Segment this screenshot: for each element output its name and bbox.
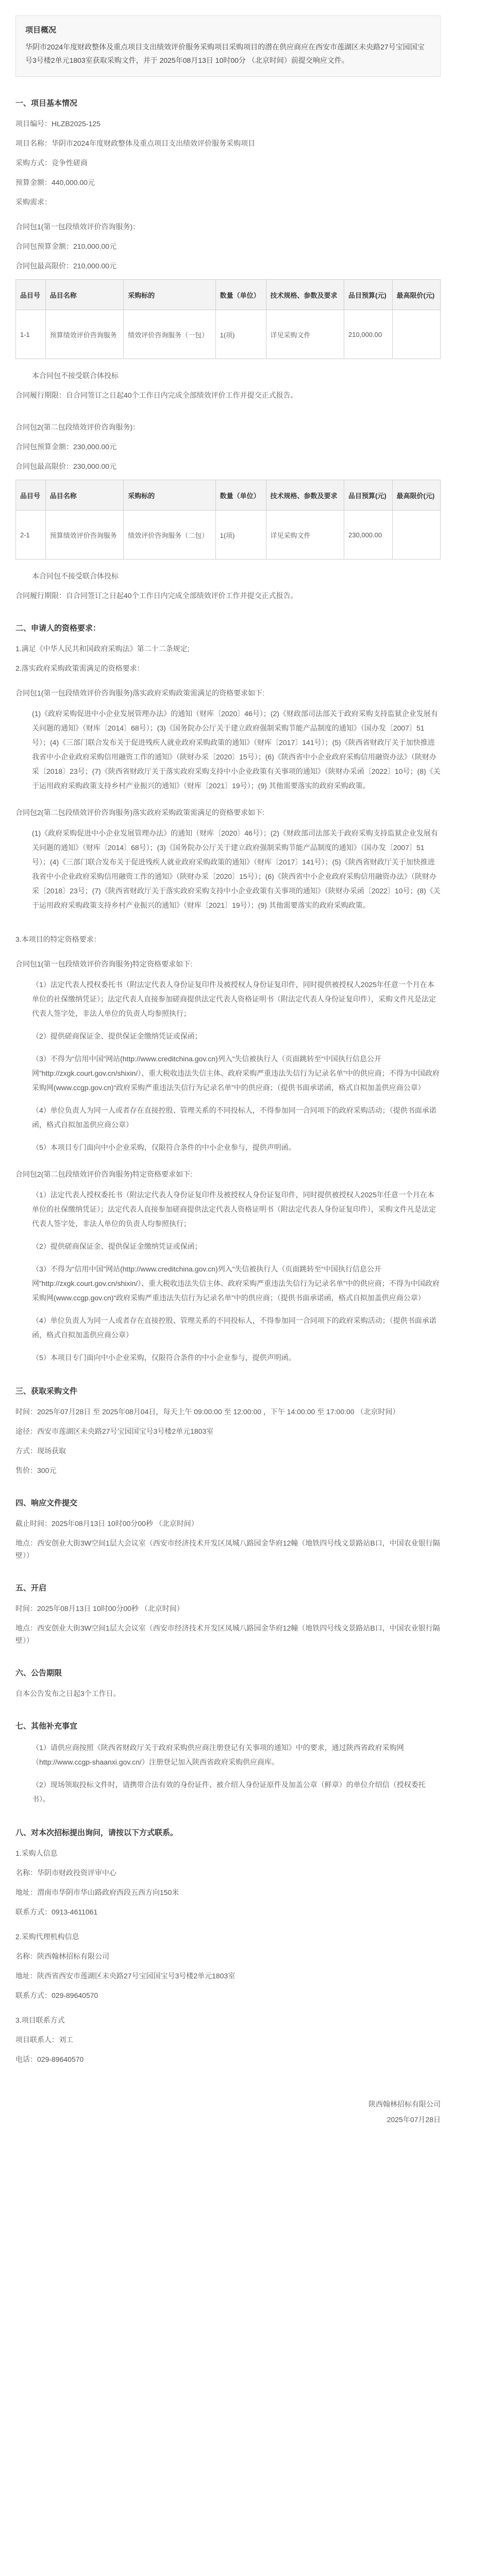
requirement-2: 2.落实政府采购政策需满足的资格要求： [15, 664, 144, 672]
cell-item-no: 1-1 [16, 310, 46, 359]
th-item-name: 品目名称 [45, 280, 124, 310]
requirement-3: 3.本项目的特定资格要求： [15, 935, 101, 943]
cell-subject: 绩效评价咨询服务（一包） [124, 310, 215, 359]
th-budget: 品目预算(元) [344, 280, 392, 310]
th-cap: 最高限价(元) [392, 480, 441, 511]
open-place: 地点：西安创业大街3W空间1层大会议室（西安市经济技术开发区凤城八路园金华府12幢（地铁四号线文景路站B口，中国农业银行隔壁）） [15, 1624, 440, 1645]
signature-date: 2025年07月28日 [387, 2115, 441, 2124]
pkg2-policy-label: 合同包2(第二包段绩效评价咨询服务)落实政府采购政策需满足的资格要求如下: [15, 808, 264, 817]
section-7-title: 七、其他补充事宜 [15, 1722, 78, 1731]
buyer-address: 地址：渭南市华阴市华山路政府西段五西方向150米 [15, 1888, 179, 1896]
th-cap: 最高限价(元) [392, 280, 441, 310]
cell-item-name: 预算绩效评价咨询服务 [45, 310, 124, 359]
pkg2-term: 合同履行期限：自合同签订之日起40个工作日内完成全部绩效评价工作并提交正式报告。 [15, 591, 298, 600]
pkg1-table [15, 279, 441, 359]
section-5-title: 五、开启 [15, 1584, 47, 1592]
pkg1-special-label: 合同包1(第一包段绩效评价咨询服务)特定资格要求如下: [15, 960, 192, 968]
pkg1-cap: 合同包最高限价：210,000.00元 [15, 262, 117, 270]
cell-item-no: 2-1 [16, 511, 46, 560]
table-row [16, 310, 441, 359]
cell-spec: 详见采购文件 [266, 310, 344, 359]
cell-spec: 详见采购文件 [266, 511, 344, 560]
pkg1-special-1: （1）法定代表人授权委托书（附法定代表人身份证复印件及被授权人身份证复印件，同时提供被授权人2025年任意一个月在本单位的社保缴纳凭证）；法定代表人直接参加磋商提供法定代表人资格证明书（附法定代表人身份证复印件），采购文件凡是法定代表人签字处，非法人单位的负责人均参照执行； [32, 980, 436, 1018]
needs-label: 采购需求： [15, 198, 52, 206]
pkg2-cap: 合同包最高限价：230,000.00元 [15, 462, 117, 470]
pkg2-special-4: （4）单位负责人为同一人或者存在直接控股、管理关系的不同投标人，不得参加同一合同项下的政府采购活动；（提供书面承诺函，格式自拟加盖供应商公章） [32, 1316, 436, 1339]
obtain-time: 时间：2025年07月28日 至 2025年08月04日，每天上午 09:00:00 至 12:00:00 ，下午 14:00:00 至 17:00:00 （北京时间） [15, 1408, 400, 1416]
pkg1-special-2: （2）提供磋商保证金、提供保证金缴纳凭证或保函； [32, 1032, 202, 1040]
section-3-title: 三、获取采购文件 [15, 1387, 78, 1396]
pkg1-name: 合同包1(第一包段绩效评价咨询服务)： [15, 223, 140, 231]
buyer-phone: 联系方式：0913-4611061 [15, 1908, 98, 1916]
procurement-method: 采购方式：竞争性磋商 [15, 159, 88, 167]
pkg2-special-5: （5）本项目专门面向中小企业采购，仅限符合条件的中小企业参与，提供声明函。 [32, 1353, 296, 1362]
agent-address: 地址：陕西省西安市莲湖区未央路27号宝园国宝号3号楼2单元1803室 [15, 1972, 236, 1980]
announcement-page [0, 15, 456, 2127]
section-4-title: 四、响应文件提交 [15, 1499, 78, 1507]
pkg1-policy-label: 合同包1(第一包段绩效评价咨询服务)落实政府采购政策需满足的资格要求如下: [15, 689, 264, 697]
th-qty: 数量（单位） [215, 280, 266, 310]
contact-title: 3.项目联系方式 [15, 2016, 65, 2024]
th-qty: 数量（单位） [215, 480, 266, 511]
pkg1-policy-text: (1)《政府采购促进中小企业发展管理办法》的通知（财库〔2020〕46号）；(2)《财政部司法部关于政府采购支持监狱企业发展有关问题的通知》（财库〔2014〕68号）；(3)《国务院办公厅关于建立政府强制采购节能产品制度的通知》（国办发〔2007〕51号）；(4)《三部门联合发布关于促进残疾人就业政府采购政策的通知》（财库〔2017〕141号）；(5)《陕西省财政厅关于加快推进我省中小企业政府采购信用融资工作的通知》（陕财办采〔2020〕15号）；(6)《陕西省中小企业政府采购信用融资办法》（陕财办采〔2018〕23号；(7)《陕西省财政厅关于落实政府采购支持中小企业政策有关事项的通知》（陕财办采函〔2022〕10号；(8)《关于运用政府采购政策支持乡村产业振兴的通知》（财库〔2021〕19号）；(9) 其他需要落实的政府采购政策。 [32, 709, 441, 790]
pkg2-special-label: 合同包2(第二包段绩效评价咨询服务)特定资格要求如下: [15, 1170, 192, 1178]
pkg2-note: 本合同包不接受联合体投标 [32, 572, 119, 580]
submit-deadline: 截止时间：2025年08月13日 10时00分00秒 （北京时间） [15, 1519, 198, 1528]
supplement-2: （2）现场领取投标文件时，请携带合法有效的身份证件、被介绍人身份证原件及加盖公章（鲜章）的单位介绍信（授权委托书）。 [32, 1781, 426, 1803]
th-subject: 采购标的 [124, 280, 215, 310]
notice-period: 自本公告发布之日起3个工作日。 [15, 1689, 121, 1698]
th-spec: 技术规格、参数及要求 [266, 280, 344, 310]
pkg2-special-3: （3）不得为“信用中国”网站(http://www.creditchina.gov.cn)列入“失信被执行人（页面跳转至“中国执行信息公开网”http://zxgk.court.gov.cn/shixin/）、重大税收违法失信主体、政府采购严重违法失信行为记录名单”中的供应商；不得为中国政府采购网(www.ccgp.gov.cn)“政府采购严重违法失信行为记录名单”中的供应商；（提供书面承诺函，格式自拟加盖供应商公章） [32, 1265, 440, 1302]
cell-budget: 230,000.00 [344, 511, 392, 560]
section-1-title: 一、项目基本情况 [15, 99, 78, 108]
agent-name: 名称：陕西翰林招标有限公司 [15, 1952, 109, 1960]
table-header-row [16, 280, 441, 310]
pkg2-special-1: （1）法定代表人授权委托书（附法定代表人身份证复印件及被授权人身份证复印件，同时提供被授权人2025年任意一个月在本单位的社保缴纳凭证）；法定代表人直接参加磋商提供法定代表人资格证明书（附法定代表人身份证复印件），采购文件凡是法定代表人签字处，非法人单位的负责人均参照执行； [32, 1191, 436, 1228]
buyer-name: 名称：华阴市财政投资评审中心 [15, 1869, 116, 1877]
cell-item-name: 预算绩效评价咨询服务 [45, 511, 124, 560]
cell-cap [392, 511, 441, 560]
th-item-no: 品目号 [16, 480, 46, 511]
cell-qty: 1(项) [215, 310, 266, 359]
overview-title: 项目概况 [25, 26, 57, 35]
overview-text: 华阴市2024年度财政整体及重点项目支出绩效评价服务采购项目采购项目的潜在供应商应在西安市莲湖区未央路27号宝园国宝号3号楼2单元1803室获取采购文件，并于 2025年08月13日 10时00分 （北京时间）前提交响应文件。 [25, 43, 425, 64]
budget-amount: 预算金额：440,000.00元 [15, 178, 95, 187]
signature-org: 陕西翰林招标有限公司 [368, 2100, 441, 2108]
open-time: 时间：2025年08月13日 10时00分00秒 （北京时间） [15, 1604, 184, 1613]
pkg2-budget: 合同包预算金额：230,000.00元 [15, 443, 117, 451]
pkg1-special-3: （3）不得为“信用中国”网站(http://www.creditchina.gov.cn)列入“失信被执行人（页面跳转至“中国执行信息公开网”http://zxgk.court.gov.cn/shixin/）、重大税收违法失信主体、政府采购严重违法失信行为记录名单”中的供应商；不得为中国政府采购网(www.ccgp.gov.cn)“政府采购严重违法失信行为记录名单”中的供应商；（提供书面承诺函，格式自拟加盖供应商公章） [32, 1055, 440, 1092]
overview-box [15, 15, 441, 77]
pkg1-note: 本合同包不接受联合体投标 [32, 371, 119, 380]
section-6-title: 六、公告期限 [15, 1669, 62, 1677]
pkg2-special-2: （2）提供磋商保证金、提供保证金缴纳凭证或保函； [32, 1242, 202, 1250]
pkg1-term: 合同履行期限：自合同签订之日起40个工作日内完成全部绩效评价工作并提交正式报告。 [15, 391, 298, 399]
obtain-manner: 方式：现场获取 [15, 1447, 66, 1455]
section-8-title: 八、对本次招标提出询问，请按以下方式联系。 [15, 1828, 178, 1837]
table-header-row [16, 480, 441, 511]
project-no: 项目编号：HLZB2025-125 [15, 120, 100, 128]
th-item-name: 品目名称 [45, 480, 124, 511]
pkg2-name: 合同包2(第二包段绩效评价咨询服务)： [15, 423, 140, 431]
requirement-1: 1.满足《中华人民共和国政府采购法》第二十二条规定; [15, 645, 190, 653]
agent-title: 2.采购代理机构信息 [15, 1933, 79, 1941]
th-budget: 品目预算(元) [344, 480, 392, 511]
cell-cap [392, 310, 441, 359]
th-item-no: 品目号 [16, 280, 46, 310]
supplement-1: （1）请供应商按照《陕西省财政厅关于政府采购供应商注册登记有关事项的通知》中的要求，通过陕西省政府采购网（http://www.ccgp-shaanxi.gov.cn/）注册登记加入陕西省政府采购供应商库。 [32, 1743, 404, 1766]
submit-place: 地点：西安创业大街3W空间1层大会议室（西安市经济技术开发区凤城八路园金华府12幢（地铁四号线文景路站B口，中国农业银行隔壁）） [15, 1539, 440, 1560]
section-2-title: 二、申请人的资格要求： [15, 624, 101, 633]
obtain-price: 售价：300元 [15, 1466, 57, 1475]
buyer-title: 1.采购人信息 [15, 1849, 58, 1857]
cell-budget: 210,000.00 [344, 310, 392, 359]
cell-qty: 1(项) [215, 511, 266, 560]
agent-phone: 联系方式：029-89640570 [15, 1991, 98, 1999]
th-spec: 技术规格、参数及要求 [266, 480, 344, 511]
table-row [16, 511, 441, 560]
pkg2-policy-text: (1)《政府采购促进中小企业发展管理办法》的通知（财库〔2020〕46号）；(2)《财政部司法部关于政府采购支持监狱企业发展有关问题的通知》（财库〔2014〕68号）；(3)《国务院办公厅关于建立政府强制采购节能产品制度的通知》（国办发〔2007〕51号）；(4)《三部门联合发布关于促进残疾人就业政府采购政策的通知》（财库〔2017〕141号）；(5)《陕西省财政厅关于加快推进我省中小企业政府采购信用融资工作的通知》（陕财办采〔2020〕15号）；(6)《陕西省中小企业政府采购信用融资办法》（陕财办采〔2018〕23号；(7)《陕西省财政厅关于落实政府采购支持中小企业政策有关事项的通知》（陕财办采函〔2022〕10号；(8)《关于运用政府采购政策支持乡村产业振兴的通知》（财库〔2021〕19号）；(9) 其他需要落实的政府采购政策。 [32, 829, 441, 909]
contact-person: 项目联系人：刘工 [15, 2036, 73, 2044]
pkg1-special-5: （5）本项目专门面向中小企业采购，仅限符合条件的中小企业参与，提供声明函。 [32, 1143, 296, 1151]
contact-phone: 电话：029-89640570 [15, 2055, 84, 2063]
pkg1-special-4: （4）单位负责人为同一人或者存在直接控股、管理关系的不同投标人，不得参加同一合同项下的政府采购活动；（提供书面承诺函，格式自拟加盖供应商公章） [32, 1106, 436, 1129]
obtain-place: 途径：西安市莲湖区未央路27号宝园国宝号3号楼2单元1803室 [15, 1427, 214, 1435]
pkg2-table [15, 480, 441, 560]
th-subject: 采购标的 [124, 480, 215, 511]
cell-subject: 绩效评价咨询服务（二包） [124, 511, 215, 560]
project-name: 项目名称：华阴市2024年度财政整体及重点项目支出绩效评价服务采购项目 [15, 139, 256, 147]
signature-block [15, 2096, 441, 2127]
pkg1-budget: 合同包预算金额：210,000.00元 [15, 242, 117, 250]
